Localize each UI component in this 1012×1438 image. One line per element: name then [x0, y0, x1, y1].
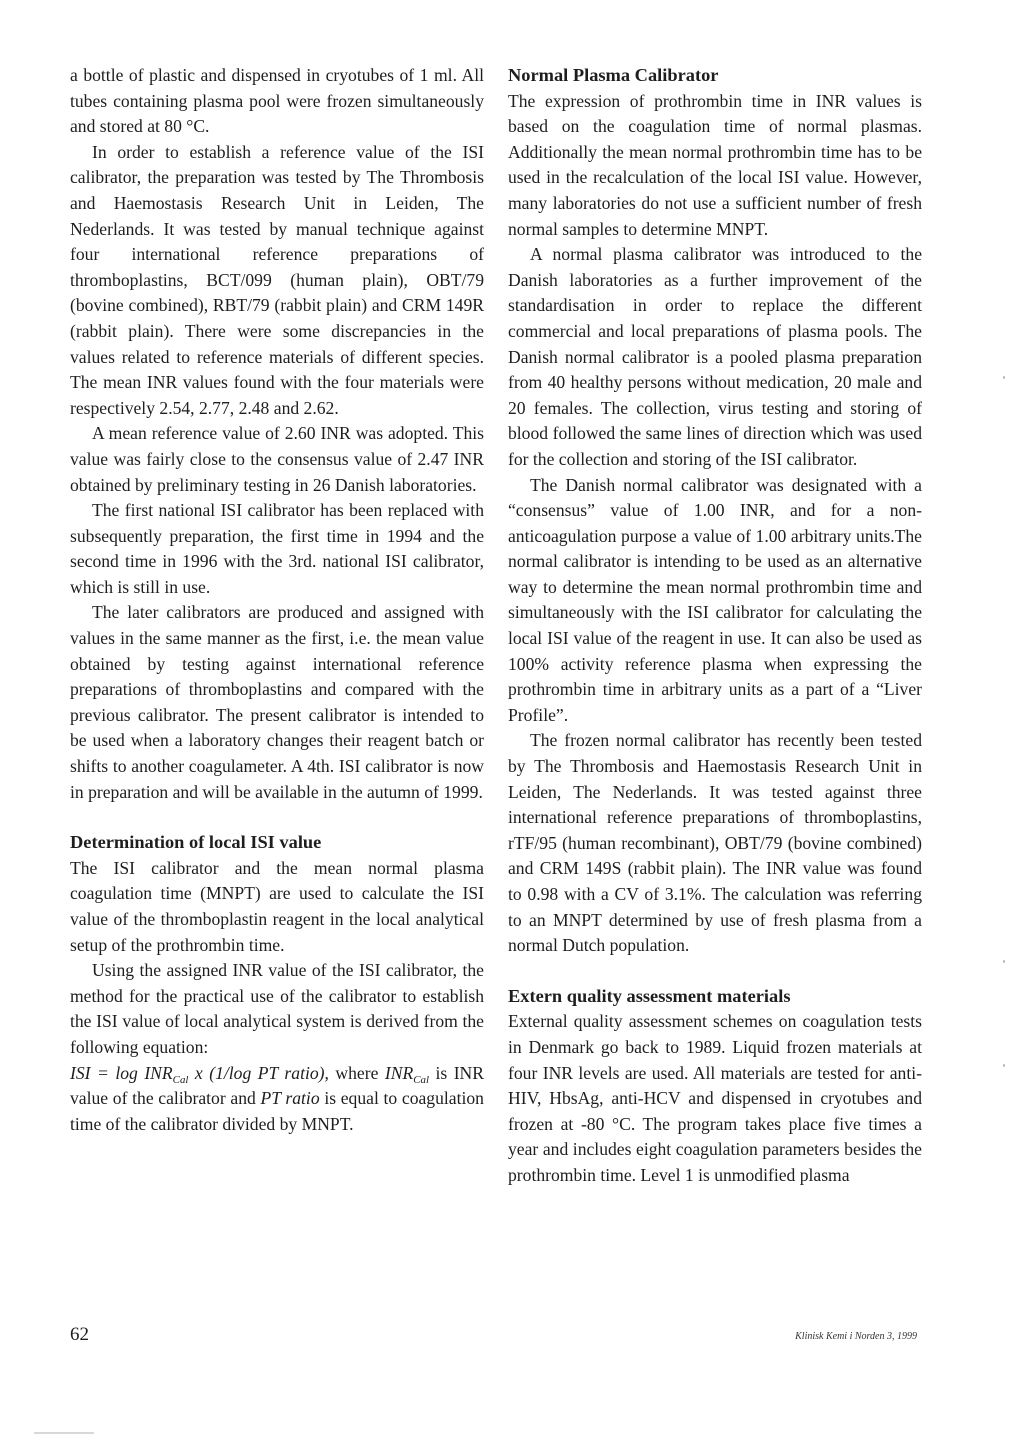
scan-speck — [1003, 1064, 1005, 1067]
paragraph: The ISI calibrator and the mean normal plasma coagulation time (MNPT) are used to calculate the ISI value of the thromboplastin reagent in the local analytical setup of the prothrombin time. — [70, 857, 484, 955]
paragraph: The expression of prothrombin time in INR values is based on the coagulation time of normal plasmas. Additionally the mean normal prothrombin time has to be used in the recalculation of the local ISI value. However, many laboratories do not use a sufficient number of fresh normal samples to determine MNPT. — [508, 90, 922, 239]
equation-text: is INR value of the calibrator and — [70, 1062, 484, 1109]
scan-speck — [1003, 376, 1005, 379]
paragraph: A normal plasma calibrator was introduced to the Danish laboratories as a further improvement of the standardisation in order to replace the different commercial and local preparations of plasma pools. The Danish normal calibrator is a pooled plasma preparation from 40 healthy persons without medication, 20 male and 20 females. The collection, virus testing and storing of blood followed the same lines of direction which was used for the collection and storing of the ISI calibrator. — [508, 244, 922, 469]
equation-paragraph — [70, 1061, 484, 1138]
paragraph: The later calibrators are produced and assigned with values in the same manner as the first, i.e. the mean value obtained by testing against international reference preparations of thromboplastins and compared with the previous calibrator. The present calibrator is intended to be used when a laboratory changes their reagent batch or shifts to another coagulameter. A 4th. ISI calibrator is now in preparation and will be available in the autumn of 1999. — [70, 602, 484, 802]
paragraph: The first national ISI calibrator has been replaced with subsequently preparation, the first time in 1994 and the second time in 1996 with the 3rd. national ISI calibrator, which is still in use. — [70, 500, 484, 597]
right-column — [508, 63, 922, 1189]
section-heading: Determination of local ISI value — [70, 832, 322, 853]
section-heading: Normal Plasma Calibrator — [508, 65, 719, 85]
paragraph: The Danish normal calibrator was designated with a “consensus” value of 1.00 INR, and for a non-anticoagulation purpose a value of 1.00 arbitrary units.The normal calibrator is intending to be used as an alternative way to determine the mean normal prothrombin time and simultaneously with the ISI calibrator for calculating the local ISI value of the reagent in use. It can also be used as 100% activity reference plasma when expressing the prothrombin time in arbitrary units as a part of a “Liver Profile”. — [508, 474, 922, 725]
paragraph: In order to establish a reference value of the ISI calibrator, the preparation was tested by The Thrombosis and Haemostasis Research Unit in Leiden, The Nederlands. It was tested by manual technique against four international reference preparations of thromboplastins, BCT/099 (human plain), OBT/79 (bovine combined), RBT/79 (rabbit plain) and CRM 149R (rabbit plain). There were some discrepancies in the values related to reference materials of different species. The mean INR values found with the four materials were respectively 2.54, 2.77, 2.48 and 2.62. — [70, 141, 484, 418]
equation-connector: , where — [324, 1062, 385, 1083]
scan-speck — [1003, 960, 1005, 963]
equation-ratio: x (1/log PT ratio) — [188, 1062, 325, 1083]
equation-pt-ratio: PT ratio — [260, 1088, 320, 1109]
scan-edge-mark — [34, 1432, 94, 1434]
equation-subscript: Cal — [172, 1073, 189, 1086]
paragraph: The frozen normal calibrator has recently been tested by The Thrombosis and Haemostasis Research Unit in Leiden, The Nederlands. It was tested against three international reference preparations of thromboplastins, rTF/95 (human recombinant), OBT/79 (bovine combined) and CRM 149S (rabbit plain). The INR value was found to 0.98 with a CV of 3.1%. The calculation was referring to an MNPT determined by use of fresh plasma from a normal Dutch population. — [508, 730, 922, 956]
equation-isi: ISI = log INR — [70, 1062, 173, 1083]
equation-subscript: Cal — [413, 1073, 429, 1086]
left-column — [70, 63, 484, 1137]
section-heading: Extern quality assessment materials — [508, 985, 791, 1006]
paragraph: Using the assigned INR value of the ISI calibrator, the method for the practical use of the calibrator to establish the ISI value of local analytical system is derived from the following equation: — [70, 960, 484, 1057]
paragraph: a bottle of plastic and dispensed in cryotubes of 1 ml. All tubes containing plasma pool were frozen simultaneously and stored at 80 °C. — [70, 65, 484, 137]
equation-inr-symbol: INR — [384, 1062, 414, 1083]
paragraph: A mean reference value of 2.60 INR was adopted. This value was fairly close to the consensus value of 2.47 INR obtained by preliminary testing in 26 Danish laboratories. — [70, 423, 484, 495]
paragraph: External quality assessment schemes on coagulation tests in Denmark go back to 1989. Liquid frozen materials at four INR levels are used. All materials are tested for anti-HIV, HbsAg, anti-HCV and dispensed in cryotubes and frozen at -80 °C. The program takes place five times a year and includes eight coagulation parameters besides the prothrombin time. Level 1 is unmodified plasma — [508, 1011, 922, 1185]
page-number: 62 — [70, 1324, 89, 1345]
running-footer: Klinisk Kemi i Norden 3, 1999 — [795, 1331, 917, 1342]
equation-text: is equal to coagulation time of the calibrator divided by MNPT. — [70, 1088, 484, 1134]
